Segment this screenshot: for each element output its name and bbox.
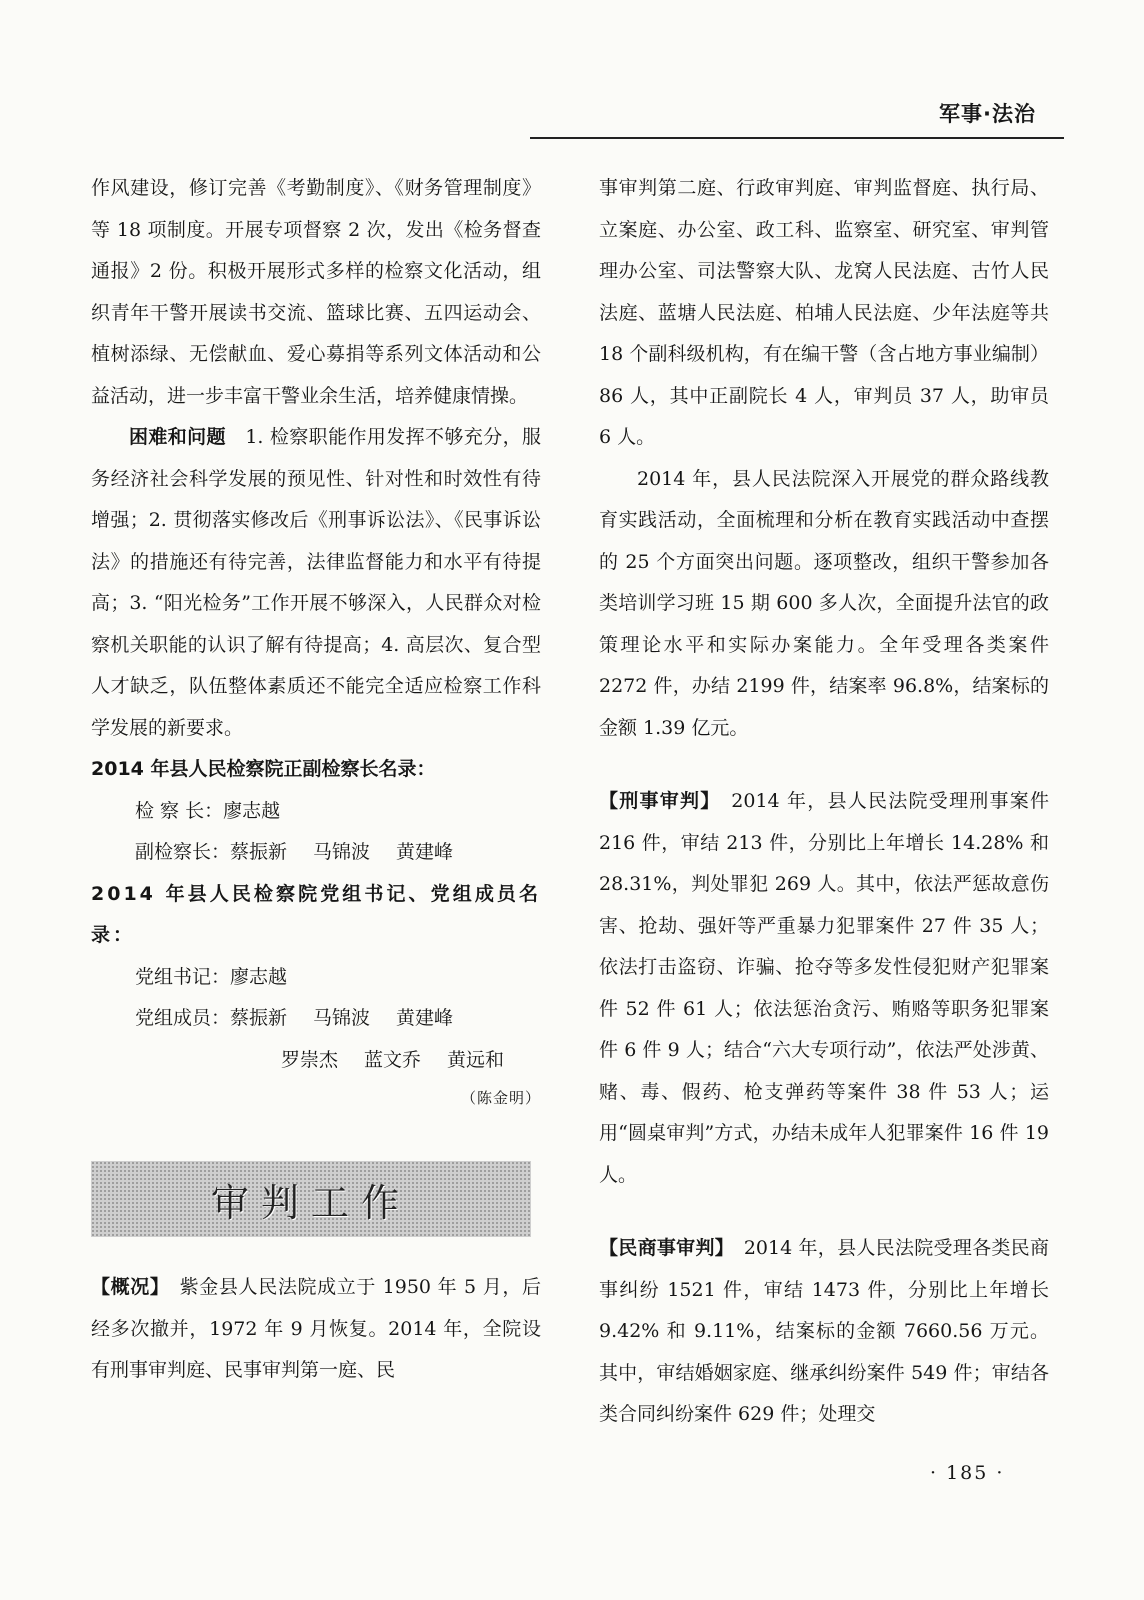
author-signature: （陈金明）: [460, 1089, 541, 1107]
intro-paragraph: 作风建设，修订完善《考勤制度》、《财务管理制度》等 18 项制度。开展专项督察 2 次，发出《检务督查通报》2 份。积极开展形式多样的检察文化活动，组织青年干警开展读书交流、篮球比赛、五四运动会、植树添绿、无偿献血、爱心募捐等系列文体活动和公益活动，进一步丰富干警业余生活，培养健康情操。: [91, 177, 541, 407]
roster-name: 马锦波: [313, 841, 371, 863]
overview-label: 【概况】: [91, 1276, 161, 1298]
roster-name: 黄远和: [447, 1048, 505, 1071]
banner-title: 审判工作: [210, 1180, 411, 1225]
roster-name: 罗崇杰: [281, 1048, 339, 1071]
criminal-trial-label: 【刑事审判】: [599, 790, 712, 812]
party-roster: [91, 957, 541, 1082]
roster-row: [135, 791, 541, 833]
civil-trial-paragraph: [599, 1228, 1049, 1436]
overview-body: 紫金县人民法院成立于 1950 年 5 月，后经多次撤并，1972 年 9 月恢复。2014 年，全院设有刑事审判庭、民事审判第一庭、民: [91, 1276, 541, 1381]
roster-label: 党组成员：: [135, 1007, 231, 1029]
criminal-trial-paragraph: [599, 781, 1049, 1196]
section-title: 军事·法治: [939, 102, 1036, 126]
right-column: [599, 168, 1049, 1436]
annual-summary-paragraph: 2014 年，县人民法院深入开展党的群众路线教育实践活动，全面梳理和分析在教育实践活动中查摆的 25 个方面突出问题。逐项整改，组织干警参加各类培训学习班 15 期 600 多人次，全面提升法官的政策理论水平和实际办案能力。全年受理各类案件 2272 件，办结 2199 件，结案率 96.8%，结案标的金额 1.39 亿元。: [599, 467, 1049, 739]
roster-label: 检 察 长：: [135, 799, 224, 822]
roster-label: 副检察长：: [135, 841, 231, 863]
roster-row: [135, 832, 541, 874]
roster-name: 黄建峰: [396, 841, 454, 863]
roster-row: [135, 957, 541, 999]
roster-name: 蔡振新: [230, 1007, 288, 1029]
roster-name: 马锦波: [313, 1007, 371, 1029]
civil-trial-body: 2014 年，县人民法院受理各类民商事纠纷 1521 件，审结 1473 件，分别比上年增长 9.42% 和 9.11%，结案标的金额 7660.56 万元。其中，审结婚姻家庭、继承纠纷案件 549 件；审结各类合同纠纷案件 629 件；处理交: [599, 1237, 1049, 1425]
roster-name: 黄建峰: [396, 1007, 454, 1029]
roster-name: 廖志越: [230, 965, 288, 988]
party-roster-heading: 2014 年县人民检察院党组书记、党组成员名录：: [91, 882, 541, 946]
section-banner: [91, 1161, 531, 1237]
criminal-trial-body: 2014 年，县人民法院受理刑事案件 216 件，审结 213 件，分别比上年增长 14.28% 和 28.31%，判处罪犯 269 人。其中，依法严惩故意伤害、抢劫、强奸等严重暴力犯罪案件 27 件 35 人；依法打击盗窃、诈骗、抢夺等多发性侵犯财产犯罪案件 52 件 61 人；依法惩治贪污、贿赂等职务犯罪案件 6 件 9 人；结合“六大专项行动”，依法严处涉黄、赌、毒、假药、枪支弹药等案件 38 件 53 人；运用“圆桌审判”方式，办结未成年人犯罪案件 16 件 19 人。: [599, 790, 1049, 1186]
difficulties-lead: 困难和问题: [129, 426, 226, 448]
left-column: [91, 168, 541, 1392]
roster-name: 蓝文乔: [364, 1048, 422, 1071]
roster-name: 蔡振新: [230, 841, 288, 863]
overview-paragraph: [91, 1267, 541, 1392]
roster-row: [135, 998, 541, 1040]
overview-continued: 事审判第二庭、行政审判庭、审判监督庭、执行局、立案庭、办公室、政工科、监察室、研究室、审判管理办公室、司法警察大队、龙窝人民法庭、古竹人民法庭、蓝塘人民法庭、柏埔人民法庭、少年法庭等共 18 个副科级机构，有在编干警（含占地方事业编制）86 人，其中正副院长 4 人，审判员 37 人，助审员 6 人。: [599, 177, 1049, 448]
civil-trial-label: 【民商事审判】: [599, 1237, 725, 1259]
difficulties-body: 1. 检察职能作用发挥不够充分，服务经济社会科学发展的预见性、针对性和时效性有待增强；2. 贯彻落实修改后《刑事诉讼法》、《民事诉讼法》的措施还有待完善，法律监督能力和水平有待提高；3. “阳光检务”工作开展不够深入，人民群众对检察机关职能的认识了解有待提高；4. 高层次、复合型人才缺乏，队伍整体素质还不能完全适应检察工作科学发展的新要求。: [91, 426, 541, 739]
difficulties-paragraph: [91, 417, 541, 749]
roster-label: 党组书记：: [135, 965, 231, 988]
prosecutor-roster: [91, 791, 541, 874]
page-number: · 185 ·: [930, 1462, 1005, 1484]
prosecutor-roster-heading: 2014 年县人民检察院正副检察长名录：: [91, 758, 436, 780]
header-rule: [530, 137, 1064, 139]
roster-row: [135, 1040, 541, 1082]
roster-name: 廖志越: [223, 799, 281, 822]
